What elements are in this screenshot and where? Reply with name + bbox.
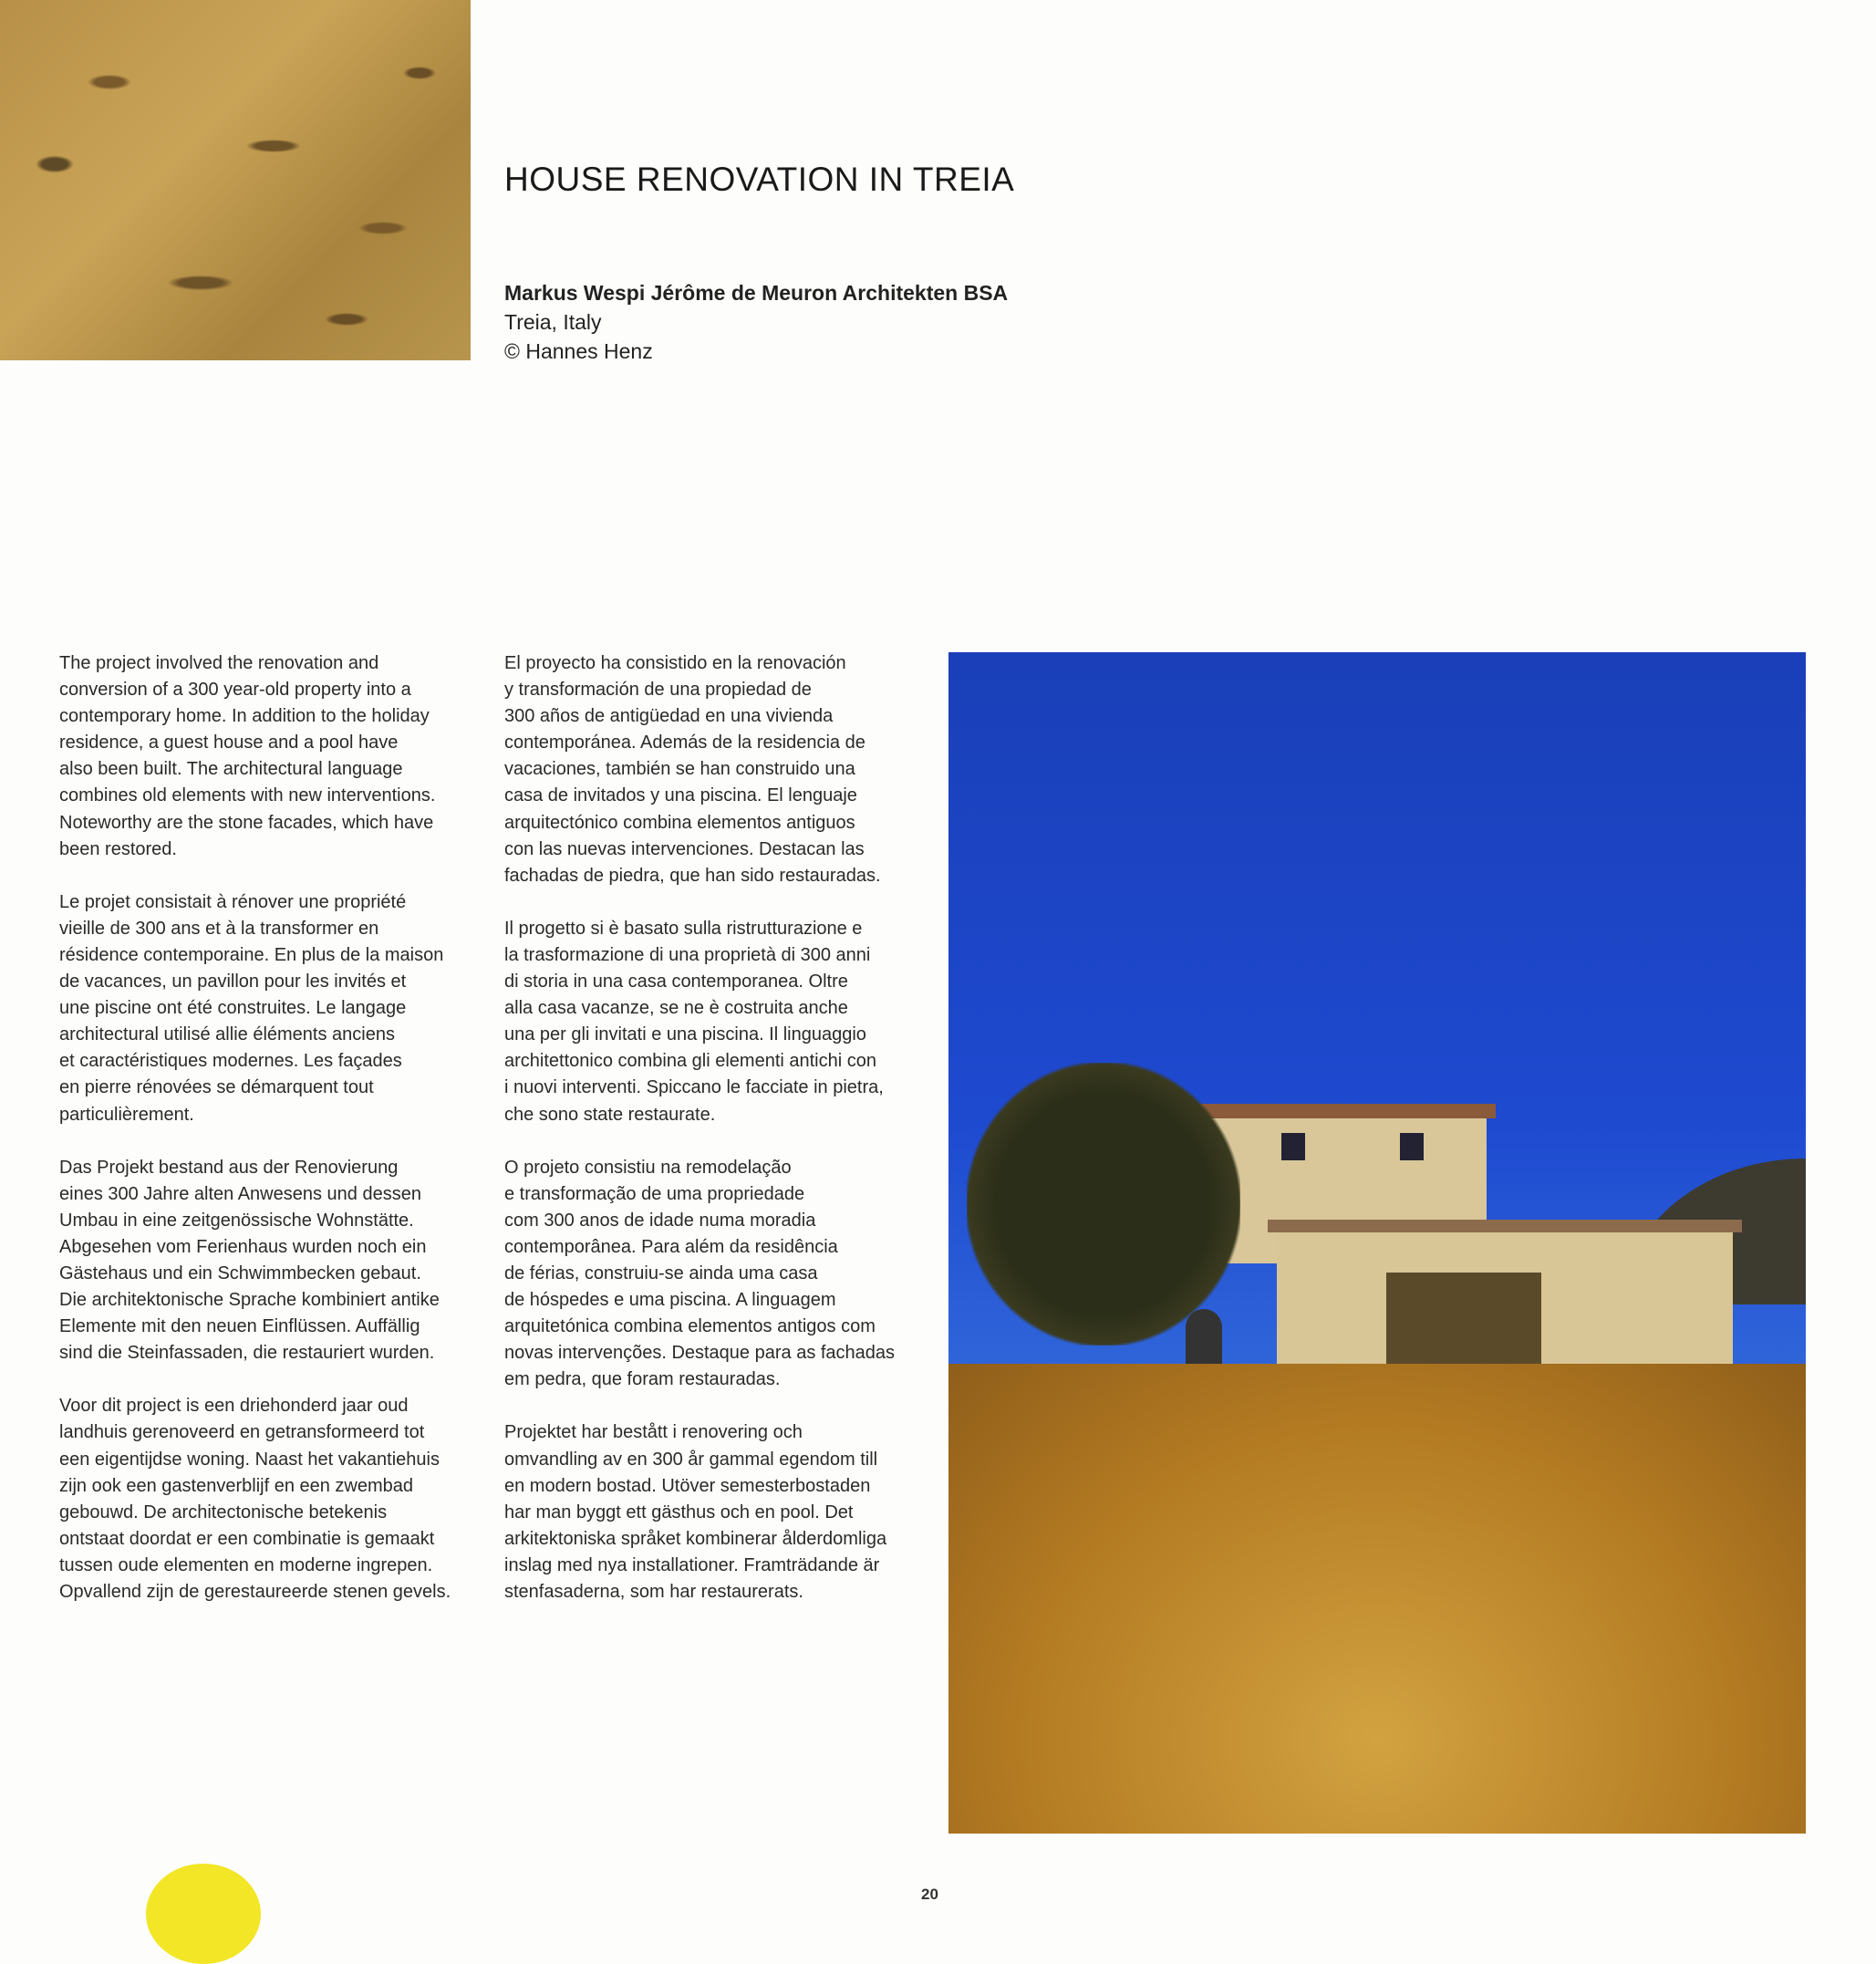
- text-line: y transformación de una propiedad de: [504, 680, 812, 701]
- text-line: i nuovi interventi. Spiccano le facciate in pietra,: [504, 1077, 884, 1098]
- text-line: Projektet har bestått i renovering och: [504, 1422, 803, 1443]
- text-line: che sono state restaurate.: [504, 1104, 716, 1125]
- text-line: Umbau in eine zeitgenössische Wohnstätte.: [59, 1210, 414, 1231]
- text-line: architettonico combina gli elementi antichi con: [504, 1051, 876, 1072]
- stone-wall-photo: [0, 0, 471, 360]
- text-line: di storia in una casa contemporanea. Oltre: [504, 972, 848, 992]
- text-line: arquitetónica combina elementos antigos com: [504, 1316, 876, 1337]
- text-line: vieille de 300 ans et à la transformer en: [59, 918, 379, 939]
- text-line: O projeto consistiu na remodelação: [504, 1157, 792, 1178]
- text-line: Voor dit project is een driehonderd jaar oud: [59, 1396, 409, 1417]
- text-line: El proyecto ha consistido en la renovación: [504, 653, 846, 673]
- text-line: de hóspedes e uma piscina. A linguagem: [504, 1290, 836, 1311]
- porch-opening: [1386, 1273, 1541, 1364]
- photo-credit: © Hannes Henz: [504, 339, 653, 363]
- project-location: Treia, Italy: [504, 310, 602, 334]
- text-line: 300 años de antigüedad en una vivienda: [504, 706, 834, 727]
- text-line: em pedra, que foram restauradas.: [504, 1369, 781, 1390]
- text-line: zijn ook een gastenverblijf en een zwembad: [59, 1475, 414, 1496]
- text-line: Die architektonische Sprache kombiniert antike: [59, 1290, 440, 1311]
- text-line: casa de invitados y una piscina. El lenguaje: [504, 785, 857, 806]
- text-line: Opvallend zijn de gerestaureerde stenen gevels.: [59, 1582, 451, 1602]
- architect-name: Markus Wespi Jérôme de Meuron Architekten BSA: [504, 281, 1009, 305]
- text-line: ontstaat doordat er een combinatie is gemaakt: [59, 1528, 435, 1549]
- text-line: tussen oude elementen en moderne ingrepen.: [59, 1554, 433, 1575]
- text-line: Noteworthy are the stone facades, which have: [59, 812, 434, 833]
- text-line: Elemente mit den neuen Einflüssen. Auffällig: [59, 1316, 420, 1337]
- page-title: HOUSE RENOVATION IN TREIA: [504, 161, 1015, 198]
- text-line: de férias, construiu-se ainda uma casa: [504, 1263, 818, 1283]
- roof: [1268, 1220, 1742, 1232]
- text-line: fachadas de piedra, que han sido restauradas.: [504, 865, 881, 886]
- paragraph: [504, 650, 895, 889]
- text-line: résidence contemporaine. En plus de la maison: [59, 944, 444, 965]
- paragraph: [504, 1155, 895, 1394]
- text-line: gebouwd. De architectonische betekenis: [59, 1502, 388, 1522]
- text-column-middle: [504, 650, 895, 1632]
- text-line: en pierre rénovées se démarquent tout: [59, 1077, 374, 1098]
- paragraph: [59, 650, 451, 863]
- text-line: contemporary home. In addition to the holiday: [59, 706, 430, 727]
- window: [1281, 1133, 1305, 1160]
- paragraph: [504, 916, 895, 1128]
- text-line: sind die Steinfassaden, die restauriert wurden.: [59, 1343, 435, 1364]
- text-line: been restored.: [59, 838, 177, 859]
- yellow-mark: [146, 1864, 261, 1964]
- text-line: combines old elements with new interventions.: [59, 785, 436, 806]
- text-line: Il progetto si è basato sulla ristrutturazione e: [504, 918, 863, 939]
- text-line: Le projet consistait à rénover une propriété: [59, 891, 407, 912]
- text-line: la trasformazione di una proprietà di 300 anni: [504, 944, 871, 965]
- text-line: contemporânea. Para além da residência: [504, 1236, 838, 1257]
- window: [1400, 1133, 1424, 1160]
- text-line: Das Projekt bestand aus der Renovierung: [59, 1157, 399, 1178]
- text-line: de vacances, un pavillon pour les invités et: [59, 972, 407, 992]
- text-line: Abgesehen vom Ferienhaus wurden noch ein: [59, 1236, 427, 1257]
- tree: [967, 1063, 1240, 1346]
- text-line: novas intervenções. Destaque para as fachadas: [504, 1343, 896, 1364]
- text-line: Gästehaus und ein Schwimmbecken gebaut.: [59, 1263, 421, 1283]
- text-line: har man byggt ett gästhus och en pool. Det: [504, 1502, 854, 1522]
- text-line: architectural utilisé allie éléments anciens: [59, 1024, 395, 1045]
- text-line: com 300 anos de idade numa moradia: [504, 1210, 816, 1231]
- text-line: vacaciones, también se han construido una: [504, 759, 855, 780]
- text-line: particulièrement.: [59, 1104, 194, 1125]
- plowed-field: [948, 1364, 1806, 1834]
- paragraph: [504, 1419, 895, 1605]
- text-line: arquitectónico combina elementos antiguos: [504, 812, 855, 833]
- text-line: conversion of a 300 year-old property into a: [59, 680, 411, 701]
- text-line: eines 300 Jahre alten Anwesens und dessen: [59, 1183, 421, 1204]
- house-photo: [948, 652, 1806, 1834]
- paragraph: [59, 889, 451, 1128]
- text-line: alla casa vacanze, se ne è costruita anche: [504, 998, 848, 1019]
- page-number: 20: [921, 1886, 938, 1903]
- text-line: inslag med nya installationer. Framträdande är: [504, 1554, 880, 1575]
- text-line: stenfasaderna, som har restaurerats.: [504, 1582, 803, 1602]
- text-line: contemporánea. Además de la residencia de: [504, 733, 865, 753]
- text-line: arkitektoniska språket kombinerar ålderdomliga: [504, 1528, 887, 1549]
- project-credits: [504, 278, 1008, 366]
- text-line: en modern bostad. Utöver semesterbostaden: [504, 1475, 871, 1496]
- text-line: landhuis gerenoveerd en getransformeerd tot: [59, 1422, 425, 1443]
- text-line: una per gli invitati e una piscina. Il linguaggio: [504, 1024, 866, 1045]
- text-line: une piscine ont été construites. Le langage: [59, 998, 407, 1019]
- text-line: con las nuevas intervenciones. Destacan las: [504, 838, 865, 859]
- text-line: e transformação de uma propriedade: [504, 1183, 805, 1204]
- paragraph: [59, 1155, 451, 1367]
- text-column-left: [59, 650, 451, 1632]
- text-line: een eigentijdse woning. Naast het vakantiehuis: [59, 1449, 440, 1470]
- text-line: et caractéristiques modernes. Les façades: [59, 1051, 402, 1072]
- text-line: The project involved the renovation and: [59, 653, 379, 673]
- paragraph: [59, 1393, 451, 1605]
- text-line: also been built. The architectural language: [59, 759, 403, 780]
- text-line: residence, a guest house and a pool have: [59, 733, 399, 753]
- text-line: omvandling av en 300 år gammal egendom till: [504, 1449, 878, 1470]
